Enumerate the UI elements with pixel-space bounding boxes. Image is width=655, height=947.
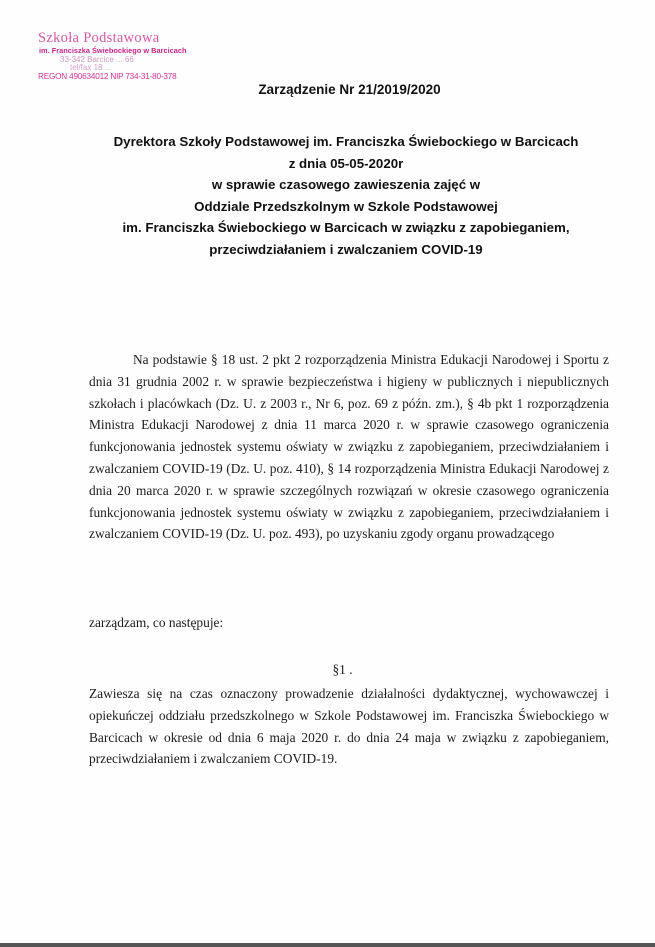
section-text: Zawiesza się na czas oznaczony prowadzenie działalności dydaktycznej, wychowawczej i opiekuńczej oddziału przedszkolnego w Szkole Podstawowej im. Franciszka Świebockiego w Barcicach w okresie od dnia 6 maja 2020 r. do dnia 24 maja w związku z zapobieganiem, przeciwdziałaniem i zwalczaniem COVID-19. <box>89 686 609 767</box>
heading-line: Dyrektora Szkoły Podstawowej im. Franciszka Świebockiego w Barcicach <box>113 134 579 149</box>
section-body <box>89 683 609 770</box>
stamp-patron: im. Franciszka Świebockiego w Barcicach <box>39 46 187 55</box>
heading-line: im. Franciszka Świebockiego w Barcicach w związku z zapobieganiem, <box>122 220 570 236</box>
section-number: §1 . <box>332 662 353 677</box>
stamp-regon-nip: REGON 490634012 NIP 734-31-80-378 <box>38 72 177 81</box>
stamp-phone: tel/fax 18 ... <box>70 63 112 72</box>
preamble <box>89 349 609 545</box>
heading-line: Oddziale Przedszkolnym w Szkole Podstawowej <box>194 198 498 214</box>
stamp-school-name: Szkoła Podstawowa <box>38 30 160 46</box>
school-stamp <box>38 31 198 82</box>
document-heading <box>106 131 586 261</box>
decree-phrase: zarządzam, co następuje: <box>89 615 224 630</box>
preamble-text: Na podstawie § 18 ust. 2 pkt 2 rozporządzenia Ministra Edukacji Narodowej i Sportu z dnia 31 grudnia 2002 r. w sprawie bezpieczeństwa i higieny w publicznych i niepublicznych szkołach i placówkach (Dz. U. z 2003 r., Nr 6, poz. 69 z późn. zm.), § 4b pkt 1 rozporządzenia Ministra Edukacji Narodowej z dnia 11 marca 2020 r. w sprawie czasowego ograniczenia funkcjonowania jednostek systemu oświaty w związku z zapobieganiem, przeciwdziałaniem i zwalczaniem COVID-19 (Dz. U. poz. 410), § 14 rozporządzenia Ministra Edukacji Narodowej z dnia 20 marca 2020 r. w sprawie szczególnych rozwiązań w okresie czasowego ograniczenia funkcjonowania jednostek systemu oświaty w związku z zapobieganiem, przeciwdziałaniem i zwalczaniem COVID-19 (Dz. U. poz. 493), po uzyskaniu zgody organu prowadzącego <box>89 352 609 542</box>
heading-line: przeciwdziałaniem i zwalczaniem COVID-19 <box>209 241 483 257</box>
heading-line: z dnia 05-05-2020r <box>288 155 404 171</box>
bottom-edge-bar <box>0 943 655 947</box>
heading-line: w sprawie czasowego zawieszenia zajęć w <box>211 177 481 193</box>
stamp-address: 33-342 Barcice ... 66 <box>60 55 134 64</box>
document-title: Zarządzenie Nr 21/2019/2020 <box>258 82 441 97</box>
